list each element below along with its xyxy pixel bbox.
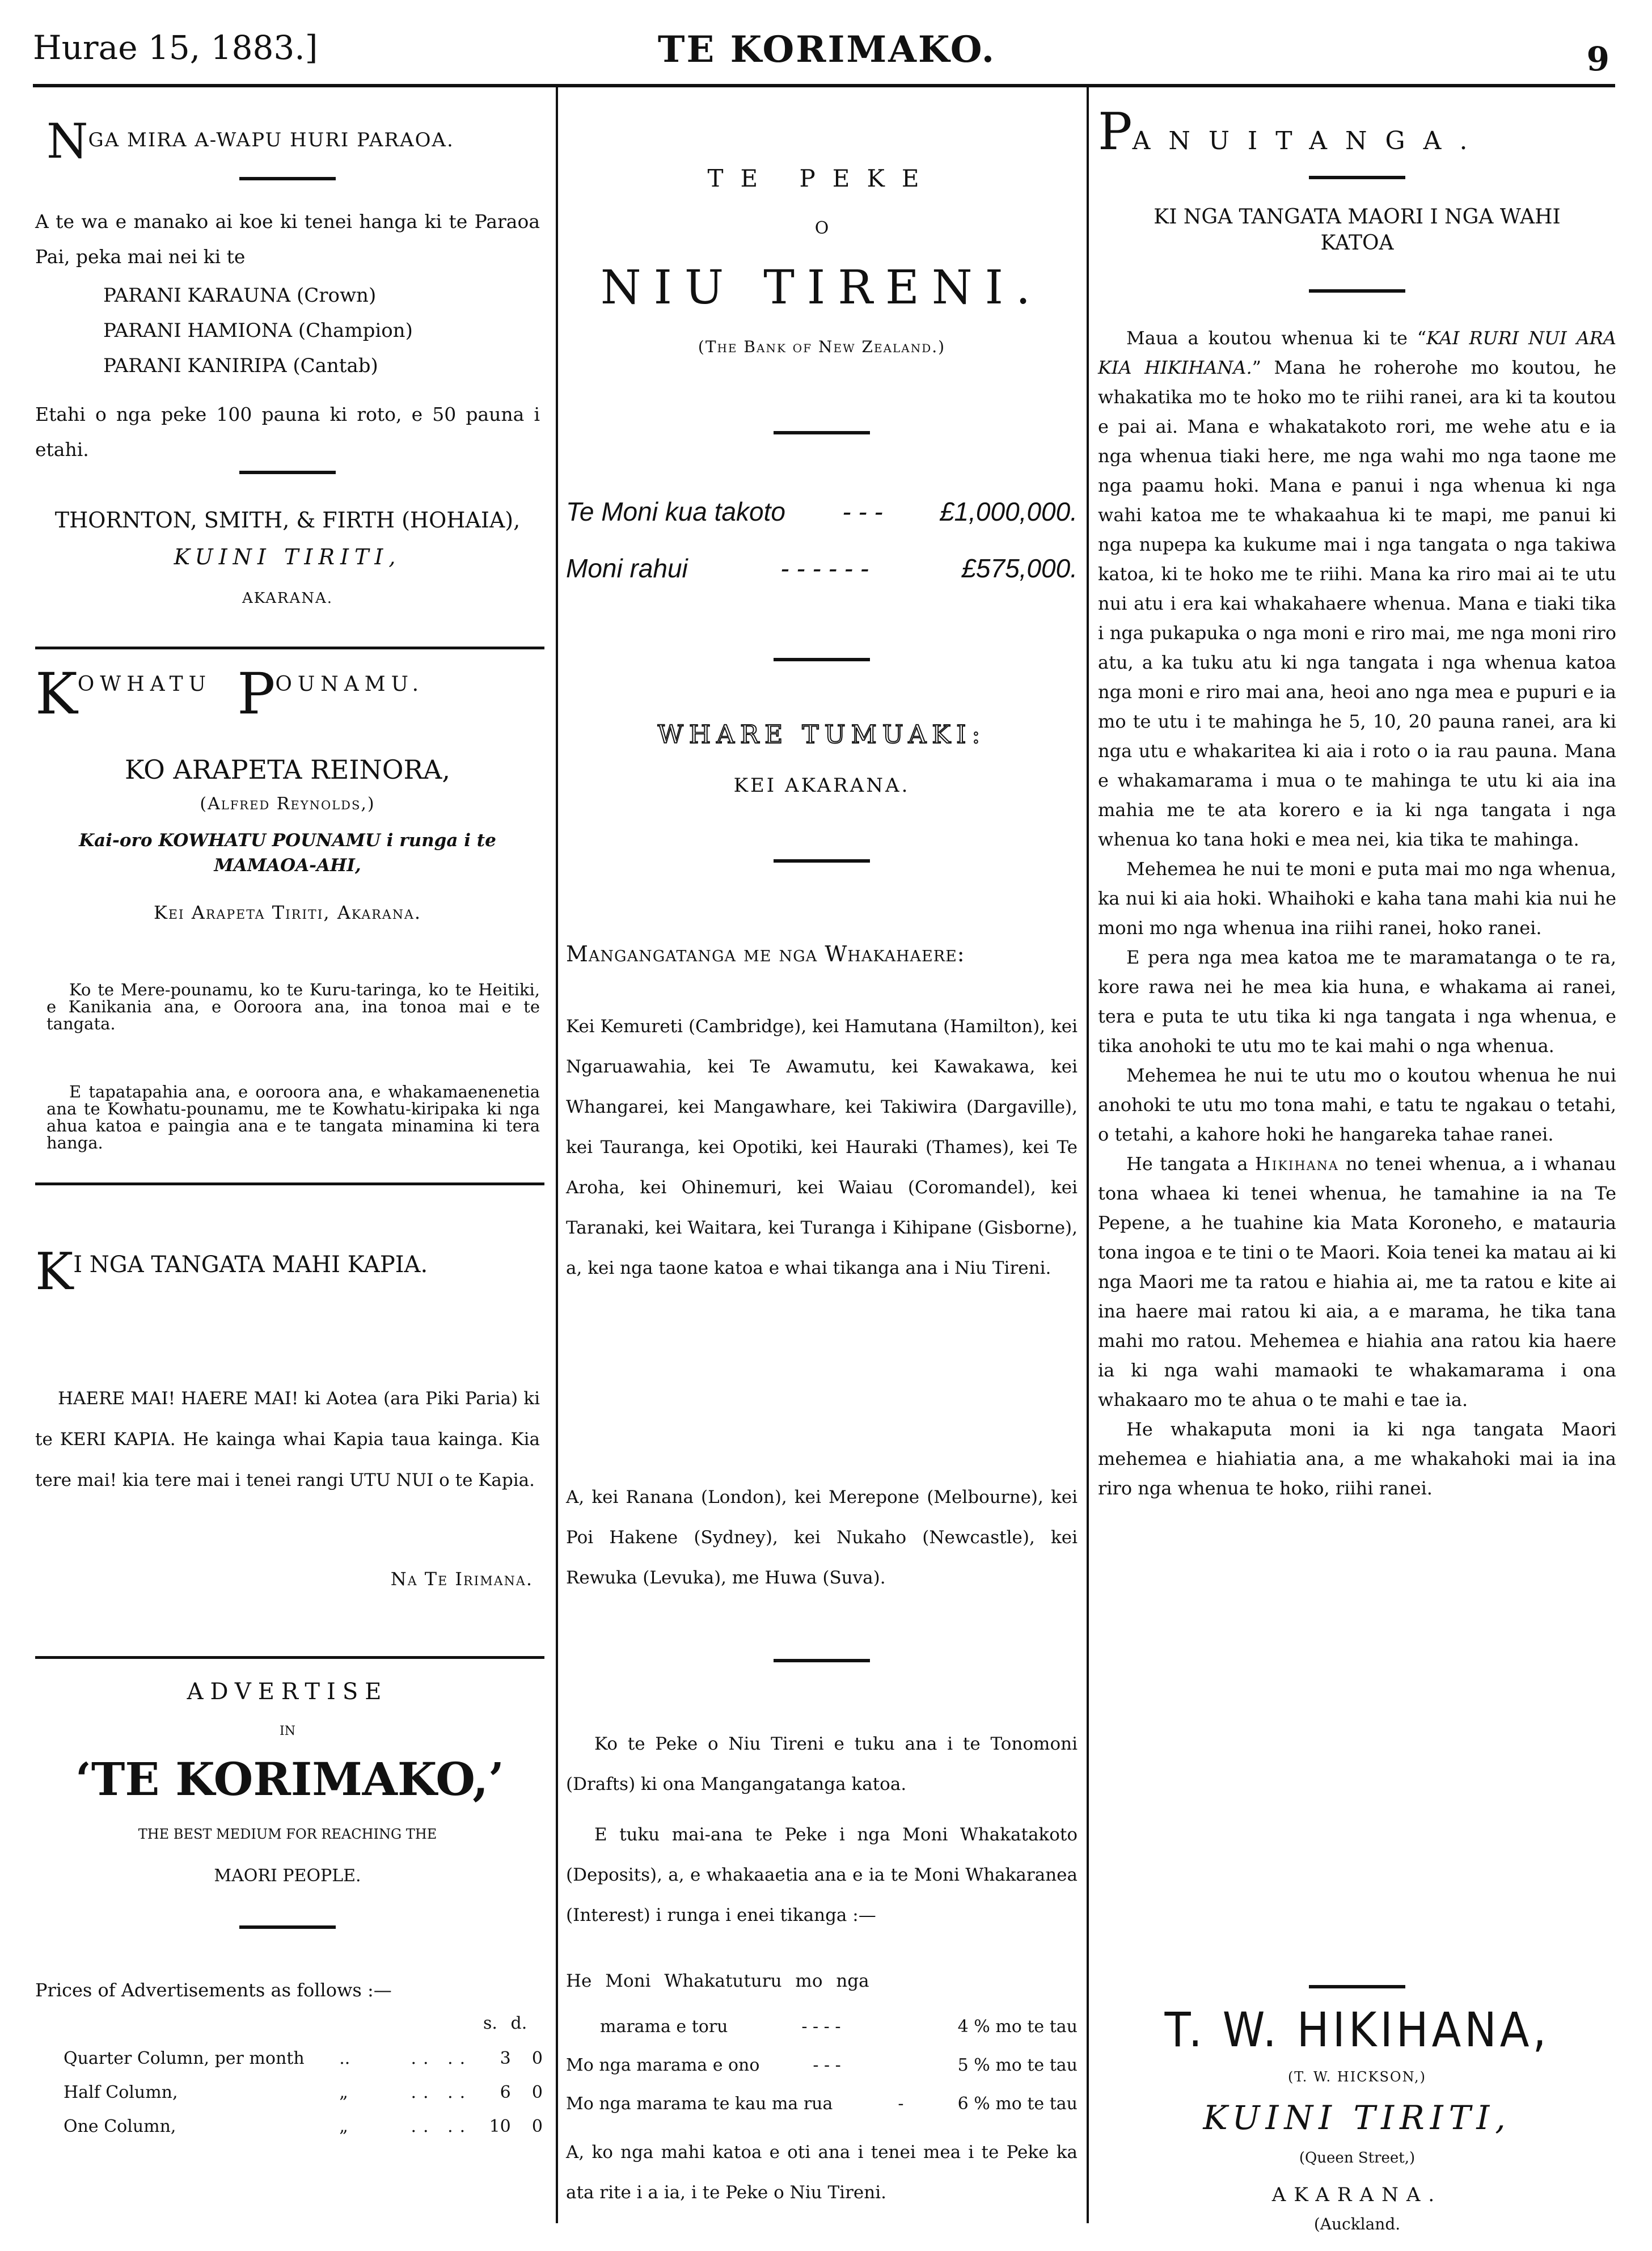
thornton-street: KUINI TIRITI, bbox=[174, 544, 402, 569]
branches-title: Mangangatanga me nga Whakahaere: bbox=[566, 941, 965, 966]
text: no tenei whenua, a i whanau tona whaea ki tenei whenua, he tamahine ia na Te Pepene, a he tuahine kia Mata Koroneho, e matauria tona ingoa e te tini o te Maori. Koia tenei ka matau ai ki nga Maori me ta ratou e hiahia ai, me ta ratou e kite ai ina haere mai ratou ki aia, a e marama, he tika tana mahi mo ratou. Mehemea e hiahia ana ratou kia haere ia ki nga wahi mamaoki te whakamarama i ona whakaaro mo te ahua o te mahi e tae ia. bbox=[1098, 1153, 1617, 1410]
price-row bbox=[64, 2110, 543, 2144]
signature-city-english: (Auckland. bbox=[1313, 2215, 1401, 2233]
text: Maua a koutou whenua ki te “ bbox=[1126, 327, 1427, 349]
leader-dots: .. .. bbox=[411, 2083, 472, 2102]
drafts-text: Ko te Peke o Niu Tireni e tuku ana i te Tonomoni (Drafts) ki ona Mangangatanga katoa. bbox=[566, 1734, 1078, 1794]
price-s: 6 bbox=[500, 2083, 511, 2102]
reserve-line bbox=[566, 553, 1078, 584]
page-number: 9 bbox=[1586, 40, 1609, 78]
kapia-heading bbox=[35, 1242, 544, 1302]
price-d: 0 bbox=[531, 2083, 543, 2102]
text: He tangata a bbox=[1126, 1153, 1255, 1175]
rate-dashes: - bbox=[898, 2094, 904, 2114]
kowhatu-trade: Kai-oro KOWHATU POUNAMU i runga i te MAMAOA-AHI, bbox=[79, 830, 496, 876]
section-rule bbox=[35, 1182, 544, 1185]
separator bbox=[239, 177, 336, 180]
hq-location: KEI AKARANA. bbox=[733, 774, 910, 797]
price-row bbox=[64, 2076, 543, 2110]
separator bbox=[1309, 289, 1405, 293]
rate-row bbox=[566, 2046, 1078, 2085]
mira-note: Etahi o nga peke 100 pauna ki roto, e 50 pauna i etahi. bbox=[35, 403, 540, 461]
price-s: 3 bbox=[500, 2049, 511, 2068]
drop-initial: K bbox=[35, 661, 78, 727]
mira-heading bbox=[47, 113, 546, 169]
signature-street-english: (Queen Street,) bbox=[1299, 2149, 1416, 2166]
capital-dashes: - - - bbox=[842, 497, 883, 526]
advertise-line5: MAORI PEOPLE. bbox=[214, 1866, 361, 1886]
separator bbox=[239, 1925, 336, 1929]
separator bbox=[774, 1659, 870, 1662]
price-mark: .. bbox=[339, 2049, 350, 2068]
reserve-dashes: - - - - - - bbox=[780, 554, 869, 583]
column-2 bbox=[566, 91, 1078, 2240]
panuitanga-heading bbox=[1098, 102, 1616, 162]
shilling-header: s. bbox=[483, 2013, 497, 2033]
column-3 bbox=[1098, 91, 1616, 2240]
drop-initial: P bbox=[237, 661, 276, 727]
kowhatu-heading bbox=[35, 661, 544, 727]
price-d: 0 bbox=[531, 2117, 543, 2136]
column-divider-left bbox=[556, 85, 558, 2223]
price-table bbox=[64, 2042, 543, 2144]
advertise-paper-name: ‘TE KORIMAKO,’ bbox=[75, 1752, 504, 1806]
brand-list bbox=[103, 278, 413, 383]
hq-title: WHARE TUMUAKI: bbox=[657, 720, 986, 749]
prices-title: Prices of Advertisements as follows :— bbox=[35, 1979, 392, 2001]
paragraph bbox=[1098, 323, 1616, 854]
mira-title: GA MIRA A-WAPU HURI PARAOA. bbox=[88, 129, 454, 151]
reserve-value: £575,000. bbox=[961, 554, 1078, 583]
paragraph: E pera nga mea katoa me te maramatanga o te ra, kore rawa nei he mea kia huna, e whakama ai ranei, tera e puta te utu tika ki nga tangata i nga whenua, e tika anohoki te utu mo te kai mahi o nga whenua. bbox=[1098, 947, 1616, 1057]
rate-value: 5 % mo te tau bbox=[957, 2055, 1078, 2075]
brand-item: PARANI KANIRIPA (Cantab) bbox=[103, 354, 378, 377]
signature-name: T. W. HIKIHANA, bbox=[1164, 2002, 1550, 2058]
advertise-line2: IN bbox=[280, 1724, 295, 1738]
paragraph: He whakaputa moni ia ki nga tangata Maori mehemea e hiahiatia ana, a me whakahoki mai ia ina riro nga whenua te hoko, riihi ranei. bbox=[1098, 1418, 1616, 1499]
separator bbox=[774, 859, 870, 863]
text: ” Mana he roherohe mo koutou, he whakatika mo te hoko mo te riihi ranei, ara ki ta koutou e pai ai. Mana e whakatakoto rori, me wehe atu e ia nga whenua tiaki here, me nga wahi mo nga taone me nga paamu hoki. Mana e panui i nga whenua ki nga wahi katoa me te whakaahua ki te mapi, me panui ki nga nupepa ka kukume mai i nga tangata o nga takiwa katoa, ki te hoko me te riihi. Mana ka riro mai ai te utu nui atu i era kai whakahaere whenua. Mana e tiaki tika i nga pukapuka o nga moni e riro mai, me nga moni riro atu, a ka tuku atu ki nga tangata i nga whenua katoa nga moni e riro mai ana, heoi ano nga mea e pupuri e ia mo te utu i te mahinga he 5, 10, 20 pauna ranei, ara ki nga utu e whakaritea ki aia i roto o ia rau pauna. Mana e whakamarama i mua o te mahinga te utu ki aia ina mahia me te ata korero e ia ki nga tangata i nga whenua ko tana hoki e mea nei, kia tika te mahinga. bbox=[1098, 357, 1617, 850]
signature-street: KUINI TIRITI, bbox=[1203, 2098, 1511, 2137]
kowhatu-para1: Ko te Mere-pounamu, ko te Kuru-taringa, ko te Heitiki, e Kanikania ana, e Ooroora ana, ina tonoa mai e te tangata. bbox=[47, 980, 540, 1033]
advertise-line1: ADVERTISE bbox=[187, 1679, 388, 1705]
closing-text: A, ko nga mahi katoa e oti ana i tenei mea i te Peke ka ata rite i a ia, i te Peke o Niu Tireni. bbox=[566, 2142, 1078, 2203]
kapia-signature: Na Te Irimana. bbox=[390, 1568, 533, 1590]
drop-initial: N bbox=[47, 113, 88, 169]
separator bbox=[239, 471, 336, 474]
bank-line1: TE PEKE bbox=[707, 164, 936, 192]
price-label: Half Column, bbox=[64, 2083, 178, 2102]
running-header bbox=[33, 23, 1621, 85]
price-d: 0 bbox=[531, 2049, 543, 2068]
kowhatu-english: (Alfred Reynolds,) bbox=[200, 794, 375, 814]
signature-english: (T. W. HICKSON,) bbox=[1287, 2069, 1427, 2085]
leader-dots: .. .. bbox=[411, 2049, 472, 2068]
paragraph bbox=[1098, 1149, 1616, 1414]
separator bbox=[774, 658, 870, 661]
capital-value: £1,000,000. bbox=[939, 497, 1078, 526]
branches-list: Kei Kemureti (Cambridge), kei Hamutana (Hamilton), kei Ngaruawahia, kei Te Awamutu, kei Kawakawa, kei Whangarei, kei Mangawhare, kei Takiwira (Dargaville), kei Tauranga, kei Opotiki, kei Hauraki (Thames), kei Te Aroha, kei Ohinemuri, kei Waiau (Coromandel), kei Taranaki, kei Waitara, kei Turanga i Kihipane (Gisborne), a, kei nga taone katoa e whai tikanga ana i Niu Tireni. bbox=[566, 1016, 1078, 1278]
price-row bbox=[64, 2042, 543, 2076]
price-s: 10 bbox=[489, 2117, 511, 2136]
panuitanga-title: ANUITANGA. bbox=[1132, 126, 1486, 155]
heading-word: OUNAMU. bbox=[275, 673, 425, 696]
rate-label: Mo nga marama e ono bbox=[566, 2055, 760, 2075]
kowhatu-name: KO ARAPETA REINORA, bbox=[125, 754, 450, 785]
rate-value: 6 % mo te tau bbox=[957, 2094, 1078, 2114]
kapia-title: I NGA TANGATA MAHI KAPIA. bbox=[73, 1252, 428, 1278]
drop-initial: P bbox=[1098, 102, 1133, 162]
bank-name: NIU TIRENI. bbox=[600, 261, 1043, 315]
reserve-label: Moni rahui bbox=[566, 554, 688, 583]
quoted-name: KAI RURI NUI ARA KIA HIKIHANA. bbox=[1098, 327, 1616, 378]
thornton-city: AKARANA. bbox=[242, 590, 333, 607]
masthead-title: TE KORIMAKO. bbox=[657, 28, 996, 71]
signature-city: AKARANA. bbox=[1271, 2184, 1443, 2206]
rate-value: 4 % mo te tau bbox=[957, 2017, 1078, 2037]
separator bbox=[774, 431, 870, 434]
price-mark: „ bbox=[339, 2083, 348, 2102]
name-small-caps: Hikihana bbox=[1254, 1153, 1339, 1175]
paragraph: Mehemea he nui te utu mo o koutou whenua he nui anohoki te utu mo tona mahi, e tatu te ngakau o tetahi, o tetahi, a kahore hoki he hangareka tahae ranei. bbox=[1098, 1065, 1616, 1145]
bank-english: (The Bank of New Zealand.) bbox=[698, 337, 946, 356]
rates-table bbox=[566, 2008, 1078, 2123]
rates-intro: He Moni Whakatuturu mo nga bbox=[566, 1971, 869, 1991]
rate-row bbox=[566, 2008, 1078, 2046]
rate-dashes: - - - - bbox=[801, 2017, 841, 2037]
price-label: Quarter Column, per month bbox=[64, 2049, 305, 2068]
rate-label: Mo nga marama te kau ma rua bbox=[566, 2094, 833, 2114]
panuitanga-sub: KI NGA TANGATA MAORI I NGA WAHI KATOA bbox=[1154, 205, 1561, 255]
price-mark: „ bbox=[339, 2117, 348, 2136]
drop-initial: K bbox=[35, 1242, 74, 1302]
rate-row bbox=[566, 2085, 1078, 2123]
overseas-branches: A, kei Ranana (London), kei Merepone (Melbourne), kei Poi Hakene (Sydney), kei Nukaho (Newcastle), kei Rewuka (Levuka), me Huwa (Suva). bbox=[566, 1487, 1078, 1588]
heading-word: OWHATU bbox=[77, 673, 212, 696]
capital-line bbox=[566, 496, 1078, 527]
section-rule bbox=[35, 647, 544, 649]
leader-dots: .. .. bbox=[411, 2117, 472, 2136]
header-rule bbox=[33, 84, 1615, 87]
rate-label: marama e toru bbox=[600, 2017, 728, 2037]
rate-dashes: - - - bbox=[813, 2055, 841, 2075]
advertise-line4: THE BEST MEDIUM FOR REACHING THE bbox=[138, 1826, 437, 1842]
issue-date: Hurae 15, 1883.] bbox=[33, 28, 318, 67]
thornton-name: THORNTON, SMITH, & FIRTH (HOHAIA), bbox=[54, 508, 521, 533]
separator bbox=[1309, 1985, 1405, 1988]
column-1 bbox=[35, 91, 544, 2240]
brand-item: PARANI HAMIONA (Champion) bbox=[103, 319, 413, 342]
price-label: One Column, bbox=[64, 2117, 176, 2136]
brand-item: PARANI KARAUNA (Crown) bbox=[103, 284, 377, 307]
panuitanga-body bbox=[1098, 323, 1616, 1503]
section-rule bbox=[35, 1656, 544, 1659]
mira-intro: A te wa e manako ai koe ki tenei hanga ki te Paraoa Pai, peka mai nei ki te bbox=[35, 210, 540, 268]
bank-line2: O bbox=[814, 218, 829, 238]
deposits-text: E tuku mai-ana te Peke i nga Moni Whakatakoto (Deposits), a, e whakaaetia ana e ia te Moni Whakaranea (Interest) i runga i enei tikanga :— bbox=[566, 1825, 1078, 1925]
paragraph: Mehemea he nui te moni e puta mai mo nga whenua, ka nui ki aia hoki. Whaihoki e kaha tana mahi kia nui he moni mo nga whenua ina riihi ranei, hoko ranei. bbox=[1098, 858, 1616, 939]
kowhatu-para2: E tapatapahia ana, e ooroora ana, e whakamaenenetia ana te Kowhatu-pounamu, me te Kowhatu-kiripaka ki nga ahua katoa e paingia ana e te tangata minamina ki tera hanga. bbox=[47, 1082, 540, 1152]
kowhatu-address: Kei Arapeta Tiriti, Akarana. bbox=[153, 902, 422, 923]
separator bbox=[1309, 176, 1405, 179]
kapia-body: HAERE MAI! HAERE MAI! ki Aotea (ara Piki Paria) ki te KERI KAPIA. He kainga whai Kapia taua kainga. Kia tere mai! kia tere mai i tenei rangi UTU NUI o te Kapia. bbox=[35, 1388, 540, 1490]
capital-label: Te Moni kua takoto bbox=[566, 497, 785, 526]
pence-header: d. bbox=[510, 2013, 527, 2033]
price-column-headers bbox=[483, 2013, 527, 2033]
column-divider-right bbox=[1087, 85, 1089, 2223]
